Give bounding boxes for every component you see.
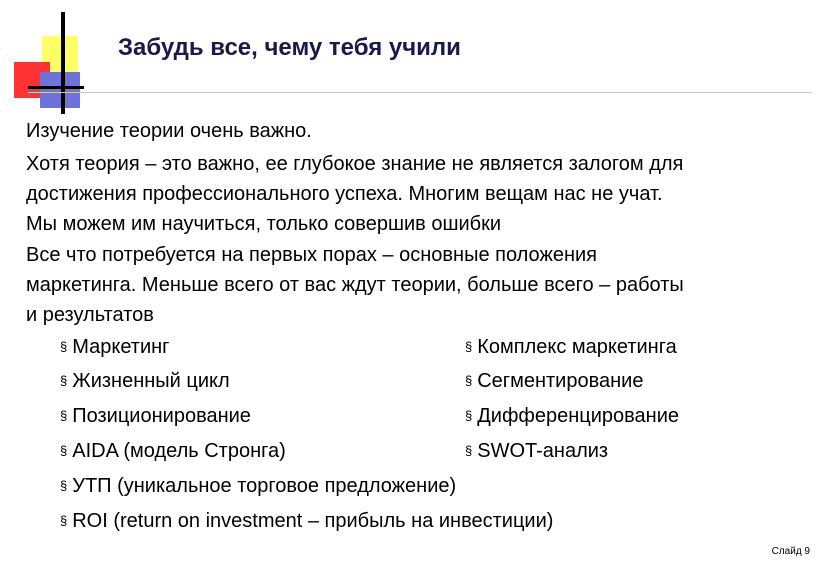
paragraph-3: Все что потребуется на первых порах – основные положения маркетинга. Меньше всего от вас ждут теории, больше всего – работы и результатов [26, 244, 684, 326]
bullet-marker-icon: § [60, 408, 68, 423]
list-item-label: Сегментирование [477, 370, 644, 392]
list-item [465, 332, 677, 362]
slide-title: Забудь все, чему тебя учили [118, 34, 461, 61]
list-item [60, 471, 456, 501]
list-item-label: ROI (return on investment – прибыль на инвестиции) [72, 510, 554, 532]
paragraph-2: Хотя теория – это важно, ее глубокое знание не является залогом для достижения профессионального успеха. Многим вещам нас не учат. Мы можем им научиться, только совершив ошибки [26, 153, 684, 235]
vertical-line-decoration [61, 12, 65, 114]
list-item-label: Позиционирование [72, 405, 251, 427]
list-item-label: SWOT-анализ [477, 440, 609, 462]
list-item [60, 366, 230, 396]
bullet-marker-icon: § [465, 443, 473, 458]
horizontal-line-decoration [28, 86, 84, 89]
bullet-marker-icon: § [60, 339, 68, 354]
title-divider [28, 92, 812, 93]
list-item-label: Дифференцирование [477, 405, 680, 427]
list-item-label: AIDA (модель Стронга) [72, 440, 286, 462]
bullet-marker-icon: § [465, 408, 473, 423]
list-item [465, 366, 643, 396]
slide-number: Слайд 9 [771, 546, 810, 557]
bullet-marker-icon: § [465, 373, 473, 388]
list-item-label: Комплекс маркетинга [477, 336, 677, 358]
bullet-marker-icon: § [60, 443, 68, 458]
list-item [465, 436, 608, 466]
bullet-marker-icon: § [60, 513, 68, 528]
list-item-label: Маркетинг [72, 336, 170, 358]
bullet-marker-icon: § [60, 478, 68, 493]
bullet-marker-icon: § [60, 373, 68, 388]
list-item-label: Жизненный цикл [72, 370, 230, 392]
list-item-label: УТП (уникальное торговое предложение) [72, 475, 457, 497]
list-item [60, 436, 286, 466]
list-item [465, 401, 679, 431]
list-item [60, 332, 169, 362]
list-item [60, 506, 553, 536]
bullet-marker-icon: § [465, 339, 473, 354]
paragraph-1: Изучение теории очень важно. [26, 120, 312, 142]
list-item [60, 401, 251, 431]
blue-square-decoration [40, 72, 80, 108]
